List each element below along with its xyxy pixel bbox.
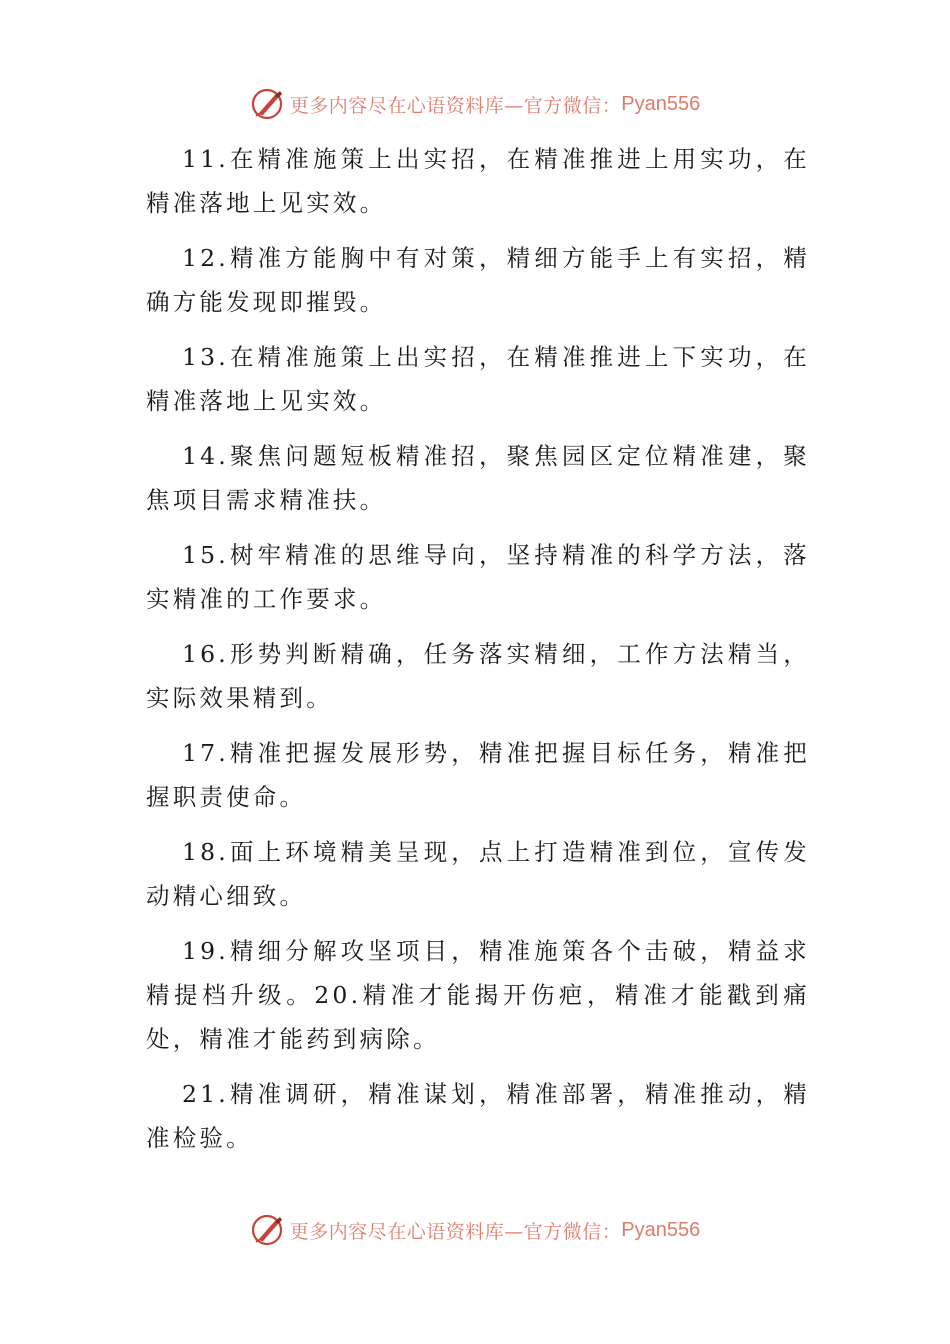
list-item: 15.树牢精准的思维导向，坚持精准的科学方法，落实精准的工作要求。 <box>146 541 810 613</box>
header-banner-text: 更多内容尽在心语资料库—官方微信： <box>289 94 622 117</box>
pen-nib-logo-icon <box>250 86 286 122</box>
header-banner <box>0 84 950 124</box>
list-item: 16.形势判断精确，任务落实精细，工作方法精当，实际效果精到。 <box>146 640 810 712</box>
list-item: 18.面上环境精美呈现，点上打造精准到位，宣传发动精心细致。 <box>146 838 810 910</box>
list-item: 11.在精准施策上出实招，在精准推进上用实功，在精准落地上见实效。 <box>146 145 810 217</box>
list-item: 19.精细分解攻坚项目，精准施策各个击破，精益求精提档升级。20.精准才能揭开伤疤，精准才能戳到痛处，精准才能药到病除。 <box>146 937 810 1053</box>
footer-banner-text: 更多内容尽在心语资料库—官方微信： <box>289 1220 622 1243</box>
footer-banner <box>0 1210 950 1250</box>
list-item: 13.在精准施策上出实招，在精准推进上下实功，在精准落地上见实效。 <box>146 343 810 415</box>
pen-nib-logo-icon <box>250 1212 286 1248</box>
list-item: 21.精准调研，精准谋划，精准部署，精准推动，精准检验。 <box>146 1080 810 1152</box>
document-body <box>146 137 810 1171</box>
list-item: 12.精准方能胸中有对策，精细方能手上有实招，精确方能发现即摧毁。 <box>146 244 810 316</box>
list-item: 14.聚焦问题短板精准招，聚焦园区定位精准建，聚焦项目需求精准扶。 <box>146 442 810 514</box>
list-item: 17.精准把握发展形势，精准把握目标任务，精准把握职责使命。 <box>146 739 810 811</box>
footer-wechat-id: Pyan556 <box>621 1218 701 1241</box>
header-wechat-id: Pyan556 <box>621 92 701 115</box>
